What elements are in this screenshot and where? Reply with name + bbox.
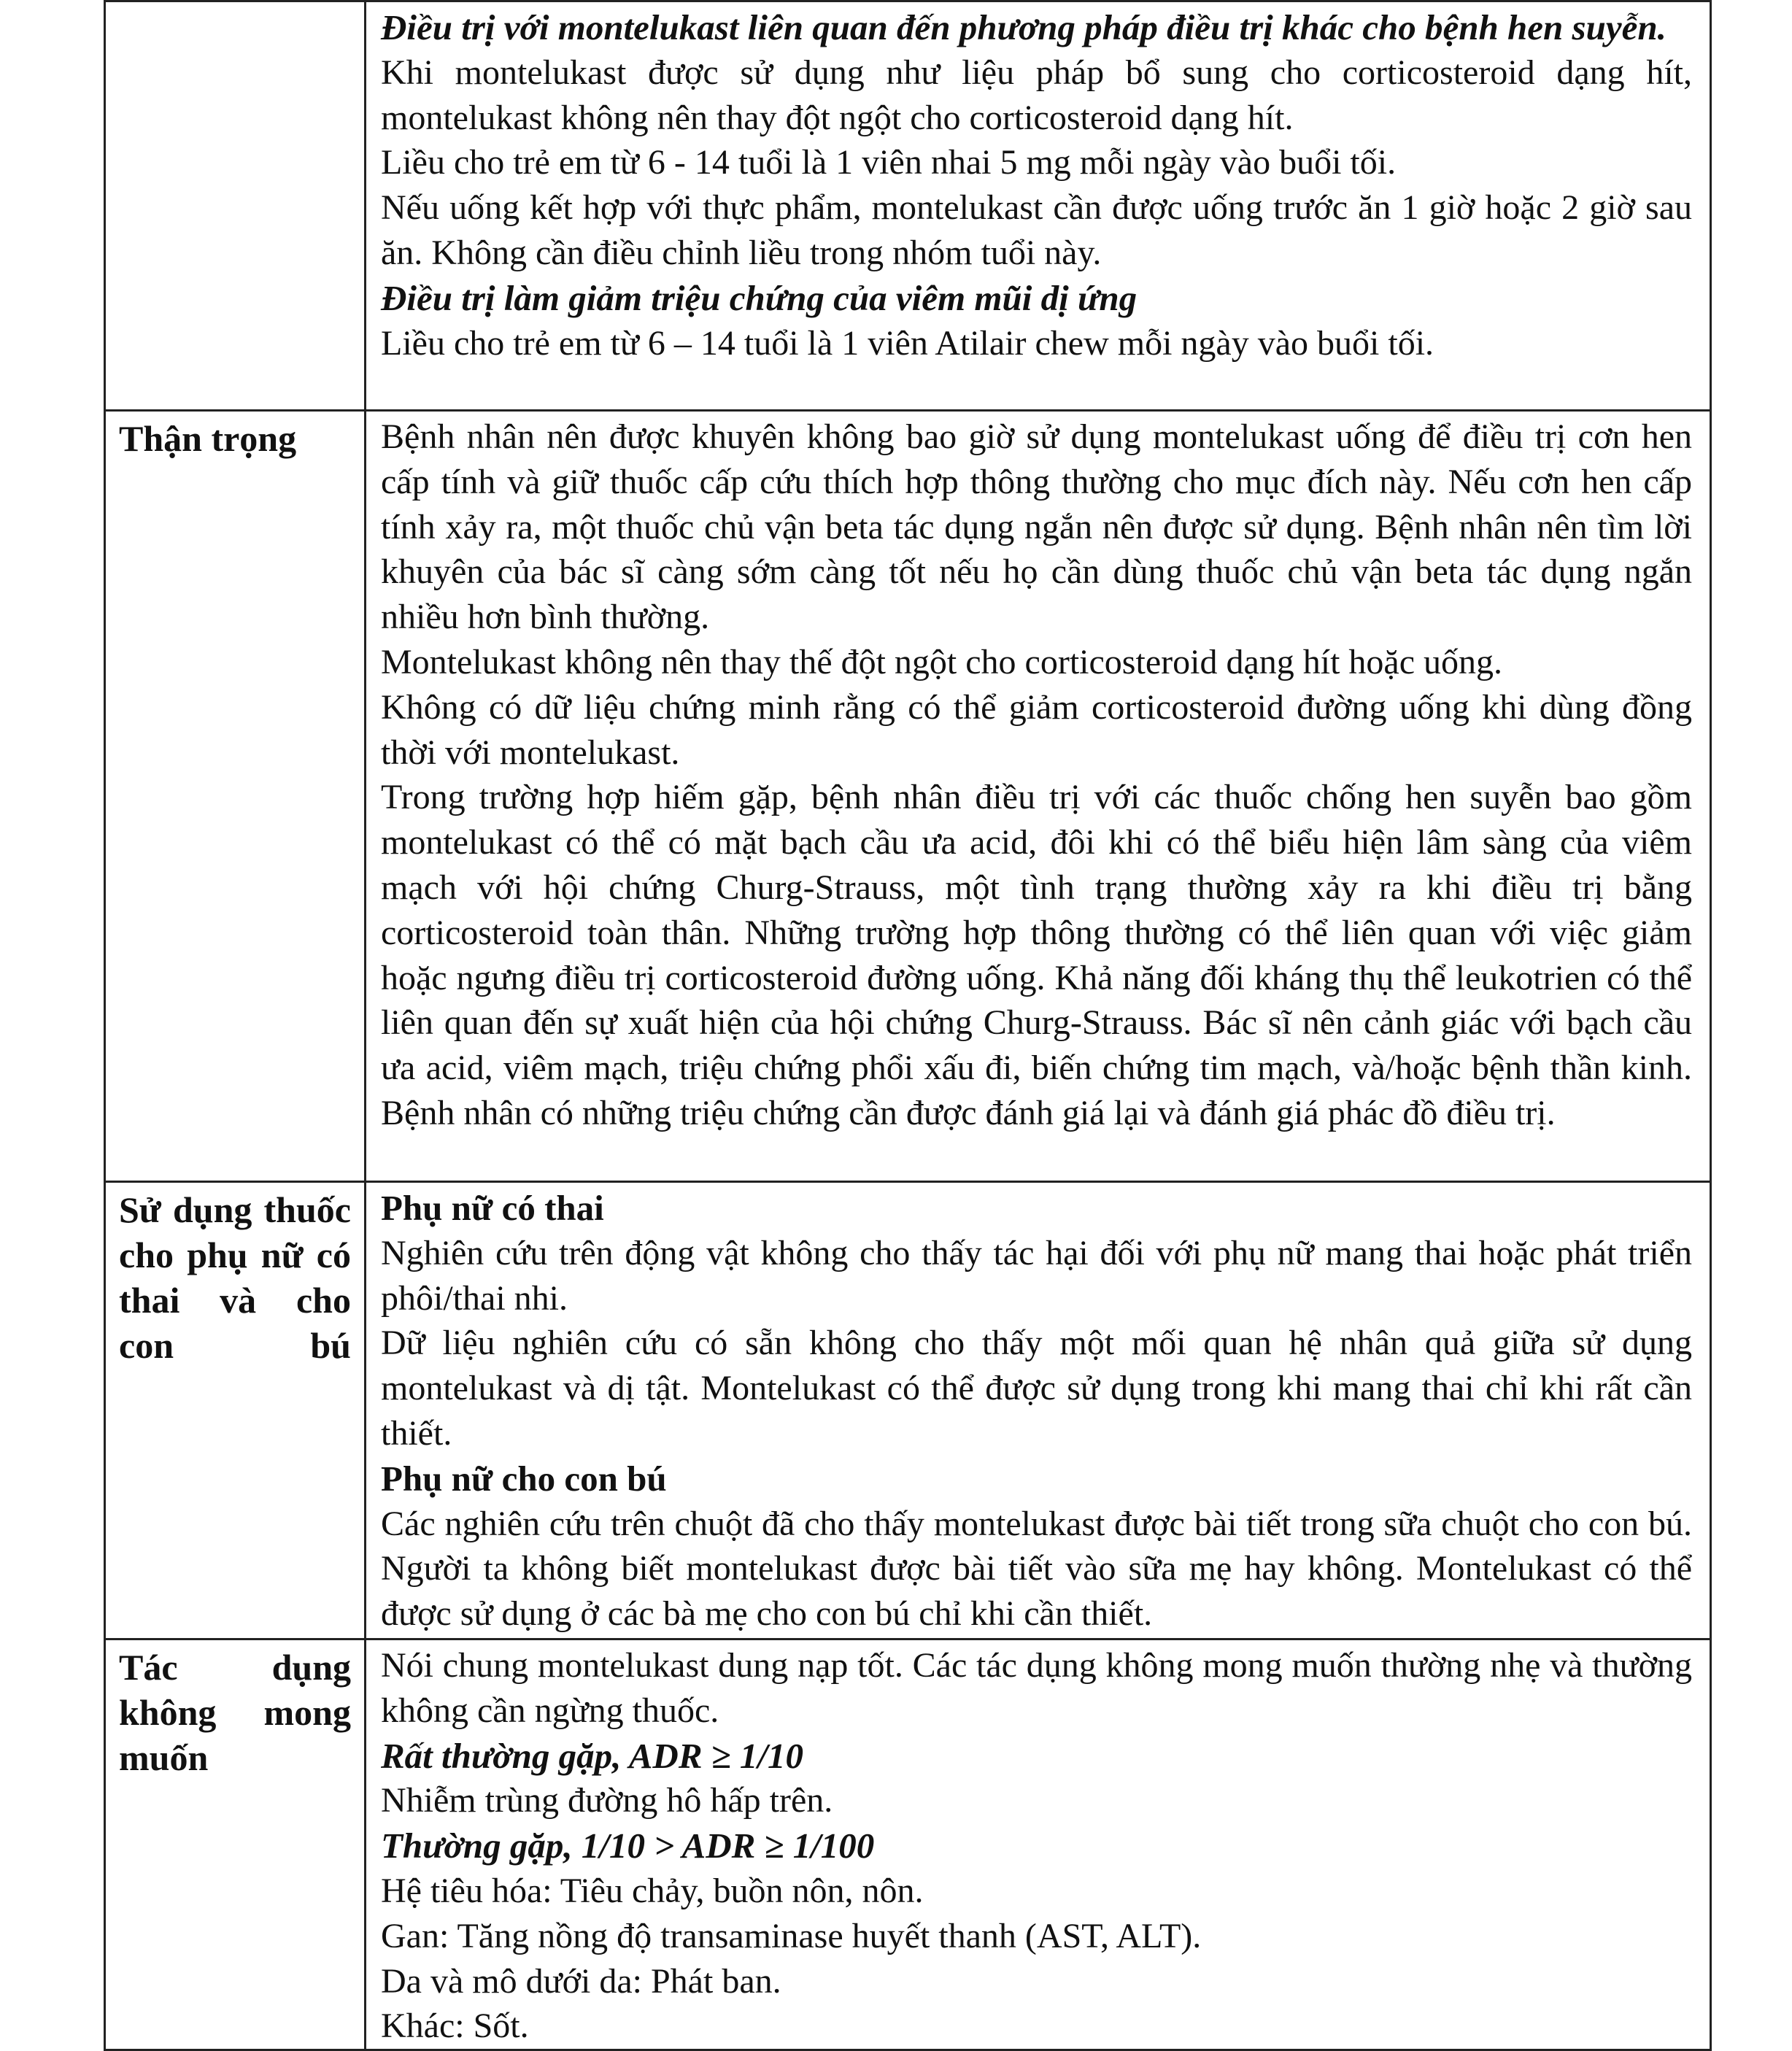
paragraph: Gan: Tăng nồng độ transaminase huyết thanh (AST, ALT).: [381, 1916, 1202, 1955]
document-table: [104, 0, 1712, 2051]
paragraph: Khi montelukast được sử dụng như liệu pháp bổ sung cho corticosteroid dạng hít, montelukast không nên thay đột ngột cho corticosteroid dạng hít.: [381, 53, 1692, 137]
table-row-dosage-continued: [105, 1, 1711, 411]
table-row-pregnancy: [105, 1182, 1711, 1639]
paragraph: Da và mô dưới da: Phát ban.: [381, 1961, 781, 2001]
paragraph: Nói chung montelukast dung nạp tốt. Các tác dụng không mong muốn thường nhẹ và thường không cần ngừng thuốc.: [381, 1646, 1692, 1730]
paragraph: Dữ liệu nghiên cứu có sẵn không cho thấy một mối quan hệ nhân quả giữa sử dụng montelukast và dị tật. Montelukast có thể được sử dụng trong khi mang thai chỉ khi rất cần thiết.: [381, 1324, 1692, 1453]
paragraph: Trong trường hợp hiếm gặp, bệnh nhân điều trị với các thuốc chống hen suyễn bao gồm montelukast có thể có mặt bạch cầu ưa acid, đôi khi có thể biểu hiện lâm sàng của viêm mạch với hội chứng Churg-Strauss, một tình trạng thường xảy ra khi điều trị bằng corticosteroid toàn thân. Những trường hợp thông thường có thể liên quan với việc giảm hoặc ngưng điều trị corticosteroid đường uống. Khả năng đối kháng thụ thể leukotrien có thể liên quan đến sự xuất hiện của hội chứng Churg-Strauss. Bác sĩ nên cảnh giác với bạch cầu ưa acid, viêm mạch, triệu chứng phổi xấu đi, biến chứng tim mạch, và/hoặc bệnh thần kinh. Bệnh nhân có những triệu chứng cần được đánh giá lại và đánh giá phác đồ điều trị.: [381, 778, 1692, 1132]
section-heading-very-common: Rất thường gặp, ADR ≥ 1/10: [381, 1735, 804, 1776]
row-label: Thận trọng: [119, 418, 297, 459]
paragraph: Liều cho trẻ em từ 6 - 14 tuổi là 1 viên nhai 5 mg mỗi ngày vào buổi tối.: [381, 143, 1397, 182]
paragraph: Hệ tiêu hóa: Tiêu chảy, buồn nôn, nôn.: [381, 1871, 924, 1910]
paragraph: Montelukast không nên thay thế đột ngột cho corticosteroid dạng hít hoặc uống.: [381, 642, 1503, 681]
row-label-cell: [105, 1639, 366, 2050]
section-heading-breastfeeding: Phụ nữ cho con bú: [381, 1458, 667, 1499]
row-label: Tác dụng không mong muốn: [119, 1647, 351, 1778]
table-row-side-effects: [105, 1639, 1711, 2050]
section-heading-rhinitis: Điều trị làm giảm triệu chứng của viêm mũi dị ứng: [381, 277, 1138, 318]
row-label: Sử dụng thuốc cho phụ nữ có thai và cho con bú: [119, 1189, 351, 1366]
row-label-cell: [105, 1182, 366, 1639]
paragraph: Khác: Sốt.: [381, 2006, 529, 2046]
paragraph: Liều cho trẻ em từ 6 – 14 tuổi là 1 viên Atilair chew mỗi ngày vào buổi tối.: [381, 323, 1434, 363]
paragraph: Nhiễm trùng đường hô hấp trên.: [381, 1781, 833, 1820]
paragraph: Không có dữ liệu chứng minh rằng có thể giảm corticosteroid đường uống khi dùng đồng thời với montelukast.: [381, 687, 1692, 772]
paragraph: Nghiên cứu trên động vật không cho thấy tác hại đối với phụ nữ mang thai hoặc phát triển phôi/thai nhi.: [381, 1233, 1692, 1318]
paragraph: Các nghiên cứu trên chuột đã cho thấy montelukast được bài tiết trong sữa chuột cho con bú. Người ta không biết montelukast được bài tiết vào sữa mẹ hay không. Montelukast có thể được sử dụng ở các bà mẹ cho con bú chỉ khi cần thiết.: [381, 1504, 1692, 1634]
row-content-cell: [366, 1182, 1711, 1639]
paragraph: Bệnh nhân nên được khuyên không bao giờ sử dụng montelukast uống để điều trị cơn hen cấp tính và giữ thuốc cấp cứu thích hợp thông thường cho mục đích này. Nếu cơn hen cấp tính xảy ra, một thuốc chủ vận beta tác dụng ngắn nên được sử dụng. Bệnh nhân nên tìm lời khuyên của bác sĩ càng sớm càng tốt nếu họ cần dùng thuốc chủ vận beta tác dụng ngắn nhiều hơn bình thường.: [381, 417, 1692, 637]
paragraph: Nếu uống kết hợp với thực phẩm, montelukast cần được uống trước ăn 1 giờ hoặc 2 giờ sau ăn. Không cần điều chỉnh liều trong nhóm tuổi này.: [381, 188, 1692, 272]
row-content-cell: [366, 1, 1711, 411]
table-row-precautions: [105, 411, 1711, 1182]
section-heading-common: Thường gặp, 1/10 > ADR ≥ 1/100: [381, 1826, 875, 1866]
section-heading-pregnant: Phụ nữ có thai: [381, 1188, 604, 1228]
section-heading-asthma: Điều trị với montelukast liên quan đến phương pháp điều trị khác cho bệnh hen suyễn.: [381, 7, 1667, 47]
row-content-cell: [366, 411, 1711, 1182]
row-content-cell: [366, 1639, 1711, 2050]
row-label-cell: [105, 411, 366, 1182]
row-label-cell: [105, 1, 366, 411]
